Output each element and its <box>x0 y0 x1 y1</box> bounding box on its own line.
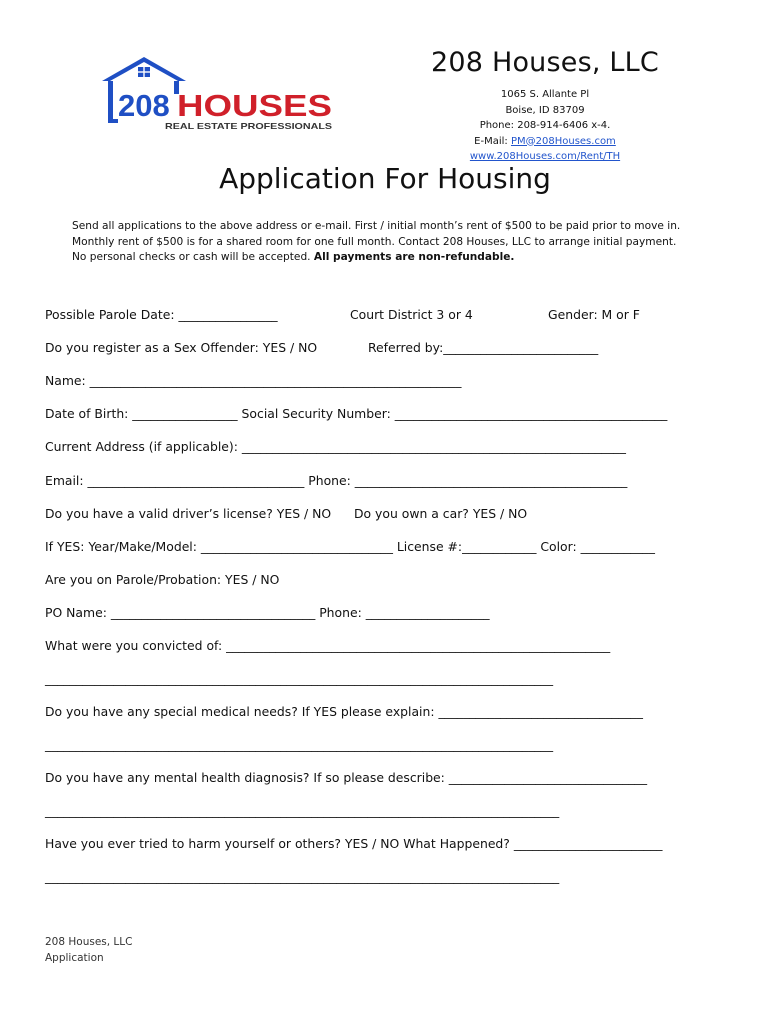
page-title: Application For Housing <box>219 162 551 195</box>
email-link[interactable]: PM@208Houses.com <box>510 135 616 147</box>
sex-offender-field[interactable]: Do you register as a Sex Offender: YES / NO <box>45 340 318 355</box>
dob-ssn-field[interactable]: Date of Birth: _________________ Social Security Number: ____________________________________________ <box>45 406 668 421</box>
intro-line-3-text: No personal checks or cash will be accepted. <box>72 251 314 263</box>
own-car-field[interactable]: Do you own a car? YES / NO <box>354 506 528 521</box>
footer-company: 208 Houses, LLC <box>45 936 133 948</box>
name-field[interactable]: Name: ____________________________________________________________ <box>45 373 462 388</box>
mental-health-line-2[interactable]: ___________________________________________________________________________________ <box>45 803 560 818</box>
non-refundable-notice: All payments are non-refundable. <box>313 251 515 263</box>
company-city: Boise, ID 83709 <box>505 104 585 116</box>
harm-question-field[interactable]: Have you ever tried to harm yourself or others? YES / NO What Happened? ________________________ <box>45 836 663 851</box>
page-footer <box>45 935 132 966</box>
intro-line-1: Send all applications to the above address or e-mail. First / initial month’s rent of $500 to be paid prior to move in. <box>72 220 681 232</box>
po-name-phone-field[interactable]: PO Name: _________________________________ Phone: ____________________ <box>45 605 490 620</box>
intro-line-3 <box>72 250 712 266</box>
company-logo <box>100 55 340 135</box>
drivers-license-field[interactable]: Do you have a valid driver’s license? YES / NO <box>45 506 332 521</box>
logo-word: HOUSES <box>177 88 332 123</box>
intro-line-2: Monthly rent of $500 is for a shared room for one full month. Contact 208 Houses, LLC to arrange initial payment. <box>72 235 677 248</box>
company-street: 1065 S. Allante Pl <box>500 89 590 100</box>
company-phone: Phone: 208-914-6406 x-4. <box>479 120 611 131</box>
medical-needs-field[interactable]: Do you have any special medical needs? If YES please explain: _________________________________ <box>45 704 643 719</box>
logo-number: 208 <box>118 88 170 123</box>
harm-question-line-2[interactable]: ___________________________________________________________________________________ <box>45 869 560 884</box>
referred-by-field[interactable]: Referred by:_________________________ <box>368 340 599 355</box>
email-phone-field[interactable]: Email: ___________________________________ Phone: ____________________________________________ <box>45 473 628 488</box>
current-address-field[interactable]: Current Address (if applicable): ______________________________________________________________ <box>45 439 626 454</box>
court-district-field[interactable]: Court District 3 or 4 <box>350 307 473 322</box>
company-email-line <box>440 134 650 150</box>
website-link[interactable]: www.208Houses.com/Rent/TH <box>469 151 621 162</box>
vehicle-details-field[interactable]: If YES: Year/Make/Model: _______________________________ License #:____________ Color: ____________ <box>45 539 655 554</box>
medical-needs-line-2[interactable]: __________________________________________________________________________________ <box>45 737 554 752</box>
convicted-of-field[interactable]: What were you convicted of: ______________________________________________________________ <box>45 638 611 653</box>
parole-date-field[interactable]: Possible Parole Date: ________________ <box>45 307 278 322</box>
convicted-of-line-2[interactable]: __________________________________________________________________________________ <box>45 671 554 686</box>
email-label: E-Mail: <box>474 135 511 147</box>
company-contact-block <box>440 87 650 165</box>
mental-health-field[interactable]: Do you have any mental health diagnosis? If so please describe: ________________________________ <box>45 770 648 785</box>
intro-paragraph <box>72 219 712 266</box>
gender-field[interactable]: Gender: M or F <box>548 307 640 322</box>
footer-document: Application <box>45 951 104 964</box>
logo-tagline: REAL ESTATE PROFESSIONALS <box>165 121 333 131</box>
parole-probation-field[interactable]: Are you on Parole/Probation: YES / NO <box>45 572 280 587</box>
company-name: 208 Houses, LLC <box>431 47 659 78</box>
